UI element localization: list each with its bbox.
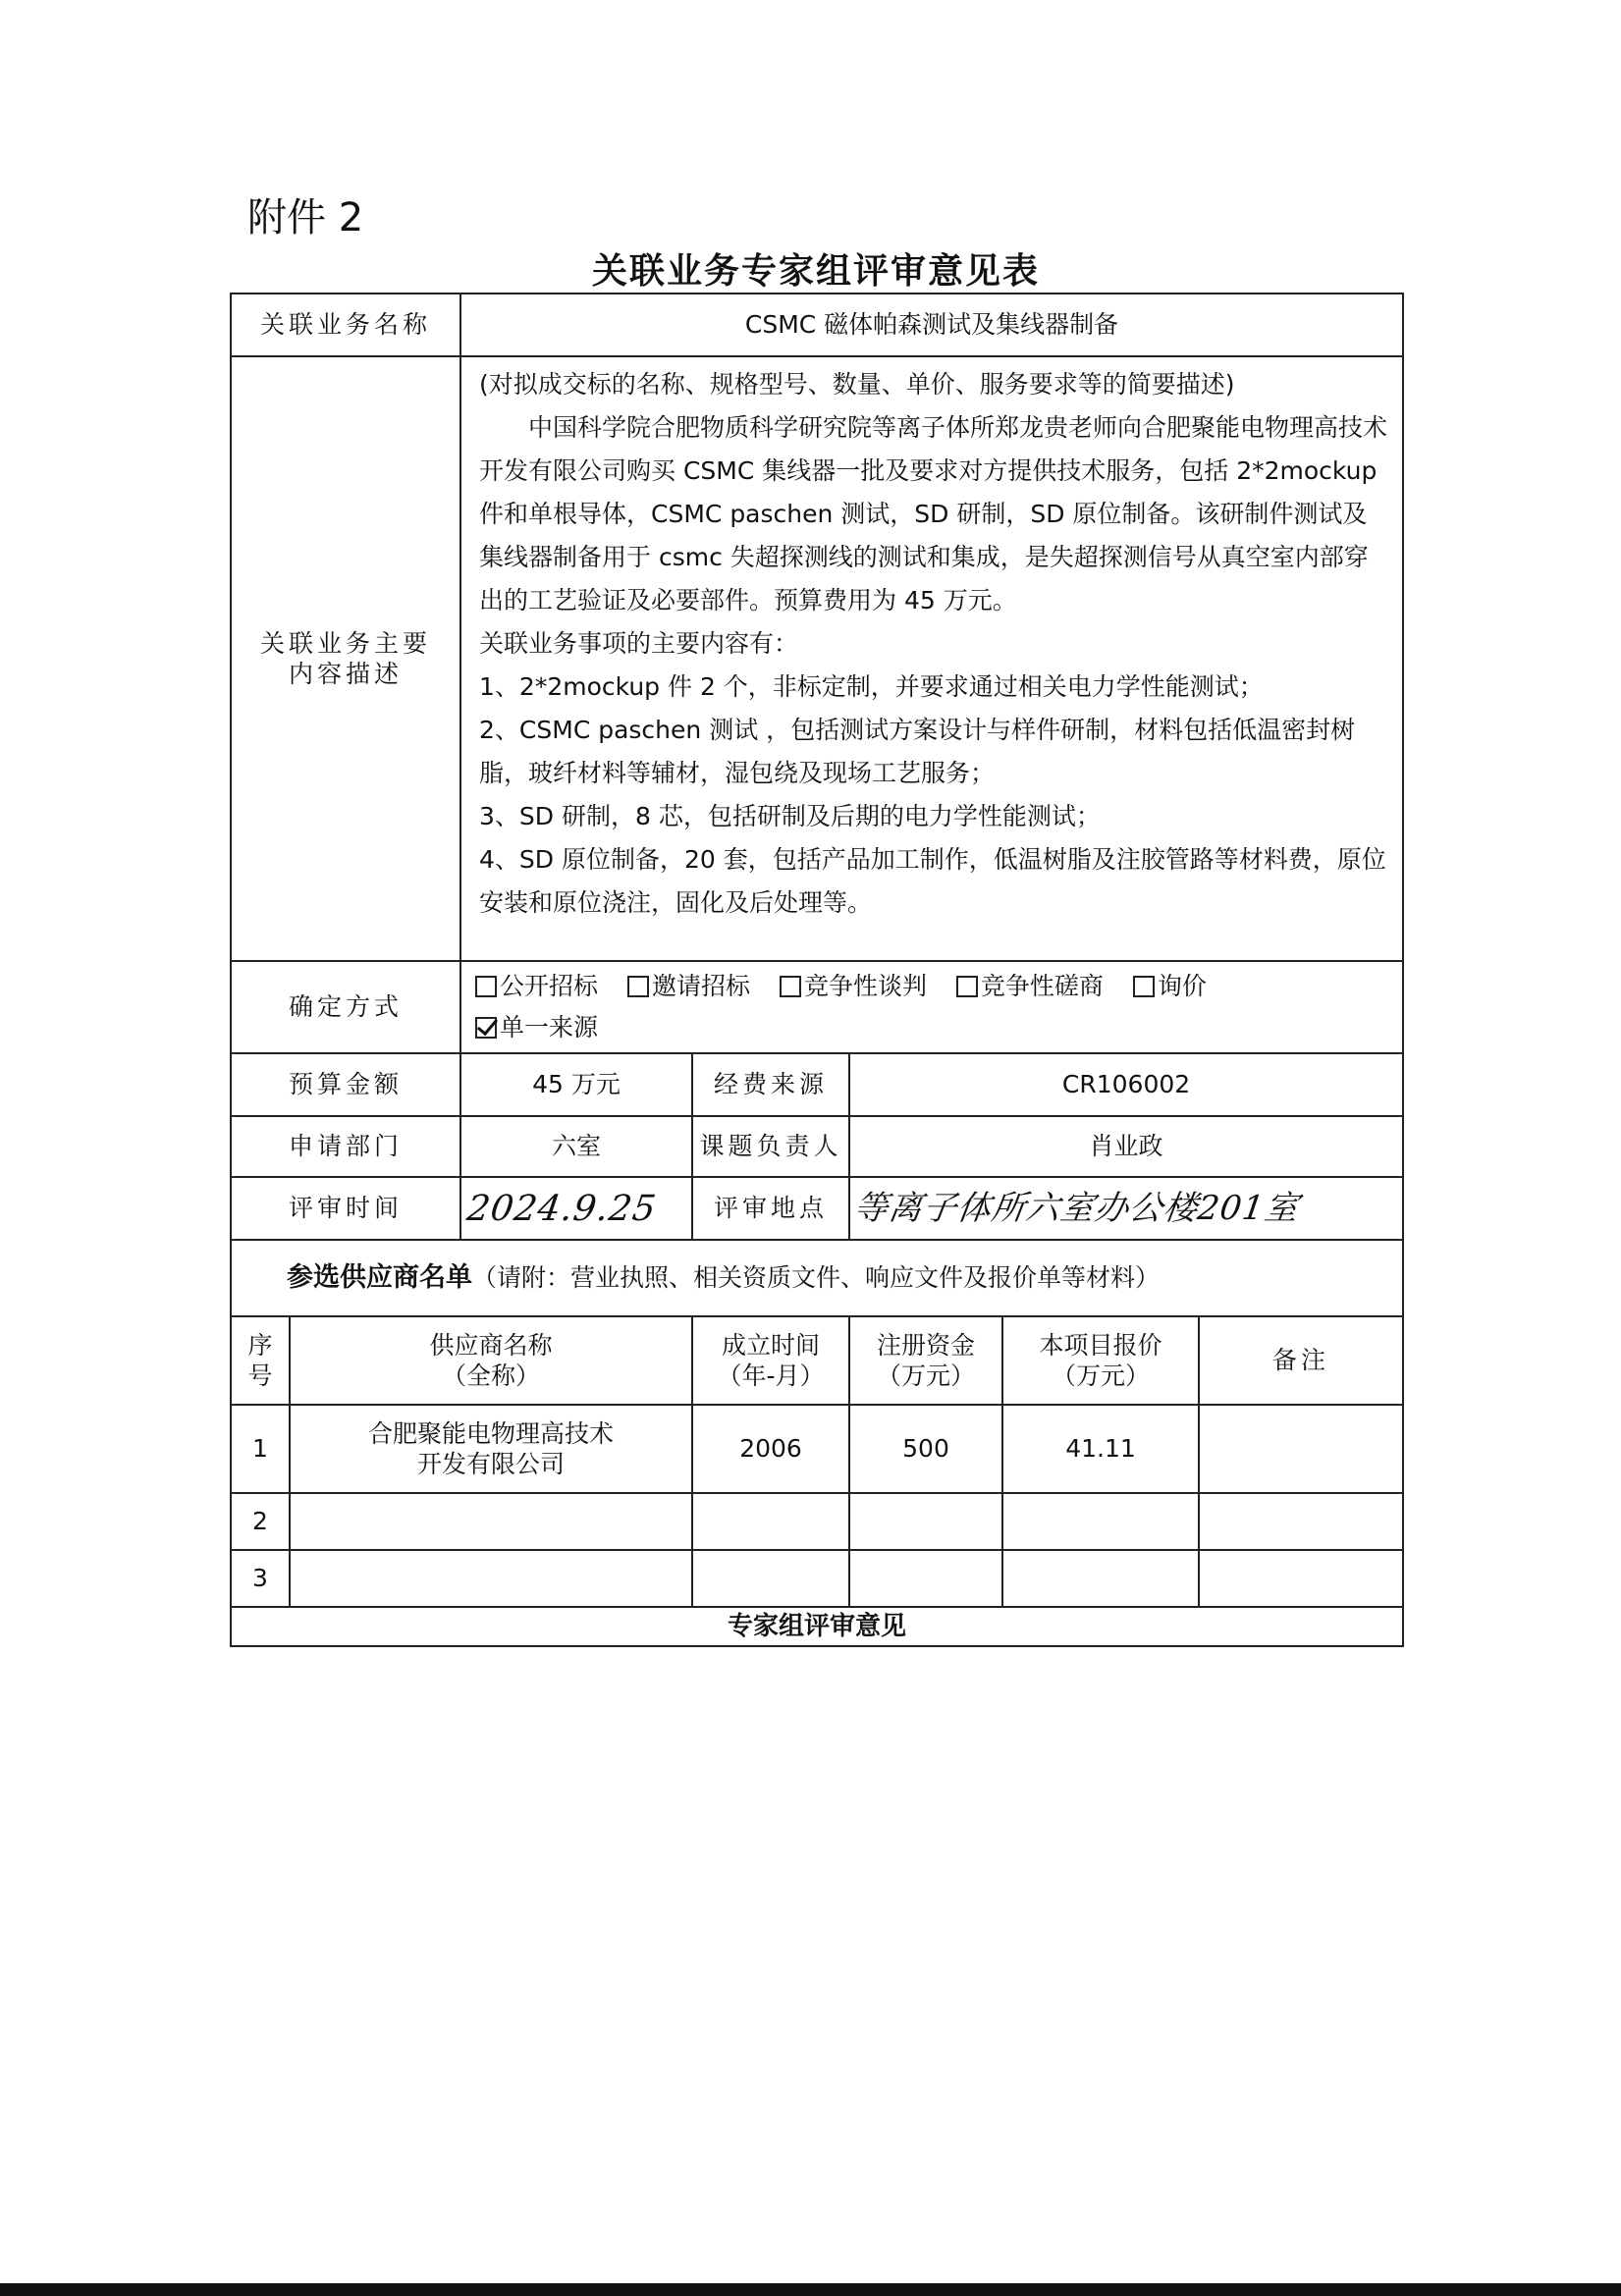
business-name-row: [231, 294, 1403, 356]
checkbox-icon[interactable]: [475, 976, 497, 997]
col-quote-l2: （万元）: [1052, 1362, 1151, 1390]
supplier-remark: [1199, 1493, 1403, 1550]
method-option-label: 公开招标: [500, 972, 599, 1000]
col-supplier-name-l2: （全称）: [442, 1362, 541, 1390]
attachment-label: 附件 2: [247, 195, 364, 240]
fund-source-label: 经费来源: [692, 1053, 849, 1116]
method-option-label: 竞争性谈判: [803, 972, 927, 1000]
supplier-quote: 41.11: [1002, 1405, 1199, 1493]
method-option-inquiry[interactable]: [1133, 966, 1207, 1007]
col-established-l2: （年-月）: [717, 1362, 825, 1390]
col-remark: 备注: [1199, 1316, 1403, 1405]
description-label-line2: 内容描述: [289, 660, 404, 688]
supplier-heading-title: 参选供应商名单: [287, 1262, 472, 1294]
description-row: [231, 356, 1403, 961]
department-row: [231, 1116, 1403, 1177]
description-item: 2、CSMC paschen 测试 ，包括测试方案设计与样件研制，材料包括低温密封树脂，玻纤材料等辅材，湿包绕及现场工艺服务；: [479, 716, 1356, 787]
description-item: 1、2*2mockup 件 2 个，非标定制，并要求通过相关电力学性能测试；: [479, 672, 1264, 701]
col-established: [692, 1316, 849, 1405]
description-paragraph: 中国科学院合肥物质科学研究院等离子体所郑龙贵老师向合肥聚能电物理高技术开发有限公司购买 CSMC 集线器一批及要求对方提供技术服务，包括 2*2mockup 件和单根导体，CSMC paschen 测试，SD 研制，SD 原位制备。该研制件测试及集线器制备用于 csmc 失超探测线的测试和集成，是失超探测信号从真空室内部穿出的工艺验证及必要部件。预算费用为 45 万元。: [479, 413, 1388, 614]
checkbox-icon[interactable]: [780, 976, 801, 997]
method-option-competitive-negotiation[interactable]: [780, 966, 927, 1007]
supplier-name-l2: 开发有限公司: [417, 1450, 566, 1478]
review-place-label: 评审地点: [692, 1177, 849, 1240]
project-lead-value: 肖业政: [849, 1116, 1403, 1177]
method-option-competitive-consultation[interactable]: [956, 966, 1104, 1007]
method-option-invited-tender[interactable]: [627, 966, 750, 1007]
supplier-quote: [1002, 1493, 1199, 1550]
col-seq: [231, 1316, 290, 1405]
description-label: [231, 356, 460, 961]
checkbox-checked-icon[interactable]: [475, 1017, 497, 1039]
review-time-value: [460, 1177, 692, 1240]
budget-row: [231, 1053, 1403, 1116]
method-option-label: 询价: [1157, 972, 1207, 1000]
department-label: 申请部门: [231, 1116, 460, 1177]
supplier-capital: [849, 1493, 1002, 1550]
supplier-row: [231, 1550, 1403, 1607]
budget-value: 45 万元: [460, 1053, 692, 1116]
method-option-single-source[interactable]: [475, 1007, 598, 1048]
supplier-capital: 500: [849, 1405, 1002, 1493]
department-value: 六室: [460, 1116, 692, 1177]
col-quote: [1002, 1316, 1199, 1405]
supplier-row: [231, 1405, 1403, 1493]
expert-opinion-label: 专家组评审意见: [231, 1607, 1403, 1646]
description-items-heading: 关联业务事项的主要内容有：: [479, 629, 799, 658]
col-capital: [849, 1316, 1002, 1405]
supplier-quote: [1002, 1550, 1199, 1607]
col-established-l1: 成立时间: [722, 1330, 821, 1360]
review-form-table: [230, 293, 1404, 1647]
supplier-heading-note: （请附：营业执照、相关资质文件、响应文件及报价单等材料）: [472, 1263, 1161, 1293]
supplier-name-l1: 合肥聚能电物理高技术: [368, 1418, 615, 1448]
supplier-remark: [1199, 1405, 1403, 1493]
supplier-columns-row: [231, 1316, 1403, 1405]
supplier-seq: 2: [231, 1493, 290, 1550]
supplier-established: 2006: [692, 1405, 849, 1493]
method-label: 确定方式: [231, 961, 460, 1053]
description-label-line1: 关联业务主要: [260, 628, 432, 658]
checkbox-icon[interactable]: [627, 976, 649, 997]
review-place-value: [849, 1177, 1403, 1240]
method-row: [231, 961, 1403, 1053]
supplier-seq: 1: [231, 1405, 290, 1493]
fund-source-value: CR106002: [849, 1053, 1403, 1116]
col-seq-char2: 号: [247, 1362, 273, 1390]
method-options: [460, 961, 1403, 1053]
project-lead-label: 课题负责人: [692, 1116, 849, 1177]
col-capital-l2: （万元）: [877, 1362, 976, 1390]
description-content: [460, 356, 1403, 961]
supplier-established: [692, 1550, 849, 1607]
supplier-heading-row: [231, 1240, 1403, 1316]
supplier-name: [290, 1493, 692, 1550]
method-option-label: 邀请招标: [651, 972, 750, 1000]
description-item: 3、SD 研制，8 芯，包括研制及后期的电力学性能测试；: [479, 802, 1101, 830]
scan-edge: [0, 2283, 1621, 2296]
col-supplier-name-l1: 供应商名称: [429, 1330, 553, 1360]
method-option-label: 竞争性磋商: [980, 972, 1104, 1000]
review-place-handwritten: 等离子体所六室办公楼201室: [851, 1188, 1302, 1228]
business-name-value: CSMC 磁体帕森测试及集线器制备: [460, 294, 1403, 356]
business-name-label: 关联业务名称: [231, 294, 460, 356]
form-title: 关联业务专家组评审意见表: [591, 251, 1040, 292]
supplier-name: [290, 1405, 692, 1493]
col-supplier-name: [290, 1316, 692, 1405]
method-option-label: 单一来源: [500, 1013, 599, 1041]
supplier-heading: [231, 1240, 1403, 1316]
checkbox-icon[interactable]: [1133, 976, 1155, 997]
supplier-remark: [1199, 1550, 1403, 1607]
description-intro: (对拟成交标的名称、规格型号、数量、单价、服务要求等的简要描述): [479, 370, 1235, 399]
supplier-row: [231, 1493, 1403, 1550]
expert-opinion-row: [231, 1607, 1403, 1646]
supplier-established: [692, 1493, 849, 1550]
budget-label: 预算金额: [231, 1053, 460, 1116]
review-time-handwritten: 2024.9.25: [464, 1188, 660, 1229]
method-option-open-tender[interactable]: [475, 966, 598, 1007]
review-time-row: [231, 1177, 1403, 1240]
checkbox-icon[interactable]: [956, 976, 978, 997]
supplier-name: [290, 1550, 692, 1607]
col-capital-l1: 注册资金: [877, 1330, 976, 1360]
supplier-capital: [849, 1550, 1002, 1607]
col-quote-l1: 本项目报价: [1039, 1330, 1162, 1360]
col-seq-char1: 序: [247, 1330, 273, 1360]
review-time-label: 评审时间: [231, 1177, 460, 1240]
supplier-seq: 3: [231, 1550, 290, 1607]
description-item: 4、SD 原位制备，20 套，包括产品加工制作，低温树脂及注胶管路等材料费，原位安装和原位浇注，固化及后处理等。: [479, 845, 1386, 917]
